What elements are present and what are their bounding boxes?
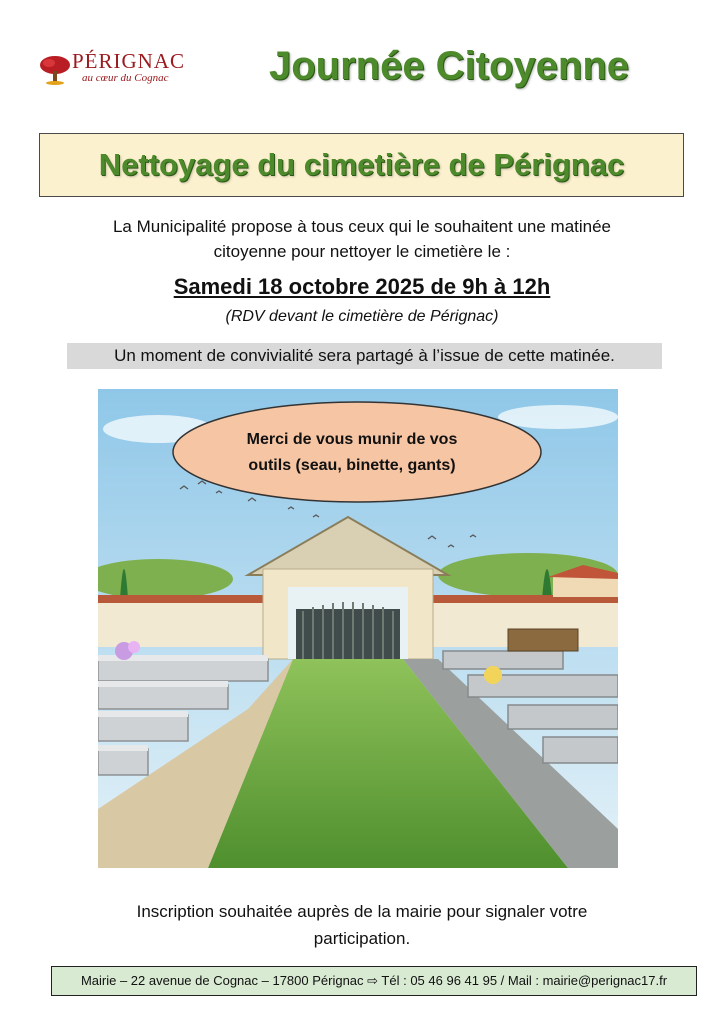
logo-tagline: au cœur du Cognac [82,72,169,84]
tree-logo-icon [38,53,72,87]
page-title: Journée Citoyenne [268,44,630,88]
event-date: Samedi 18 octobre 2025 de 9h à 12h [173,274,551,299]
bubble-line-2: outils (seau, binette, gants) [248,457,456,474]
perignac-logo [38,47,198,91]
conviviality-note: Un moment de convivialité sera partagé à l’issue de cette matinée. [67,343,662,369]
intro-text [40,214,684,264]
subtitle-box [39,133,684,197]
bubble-line-1: Merci de vous munir de vos [246,431,458,448]
inscription-line-1: Inscription souhaitée auprès de la mairie pour signaler votre [136,902,588,921]
rendezvous-note: (RDV devant le cimetière de Pérignac) [225,308,499,325]
intro-line-1: La Municipalité propose à tous ceux qui le souhaitent une matinée [112,217,612,236]
intro-line-2: citoyenne pour nettoyer le cimetière le : [213,242,511,261]
logo-name: PÉRIGNAC [72,49,186,73]
subtitle: Nettoyage du cimetière de Pérignac [98,147,625,182]
inscription-text [40,898,684,952]
contact-footer: Mairie – 22 avenue de Cognac – 17800 Pérignac ⇨ Tél : 05 46 96 41 95 / Mail : mairie@perignac17.fr [51,966,697,996]
inscription-line-2: participation. [313,929,411,948]
speech-bubble [168,403,536,503]
